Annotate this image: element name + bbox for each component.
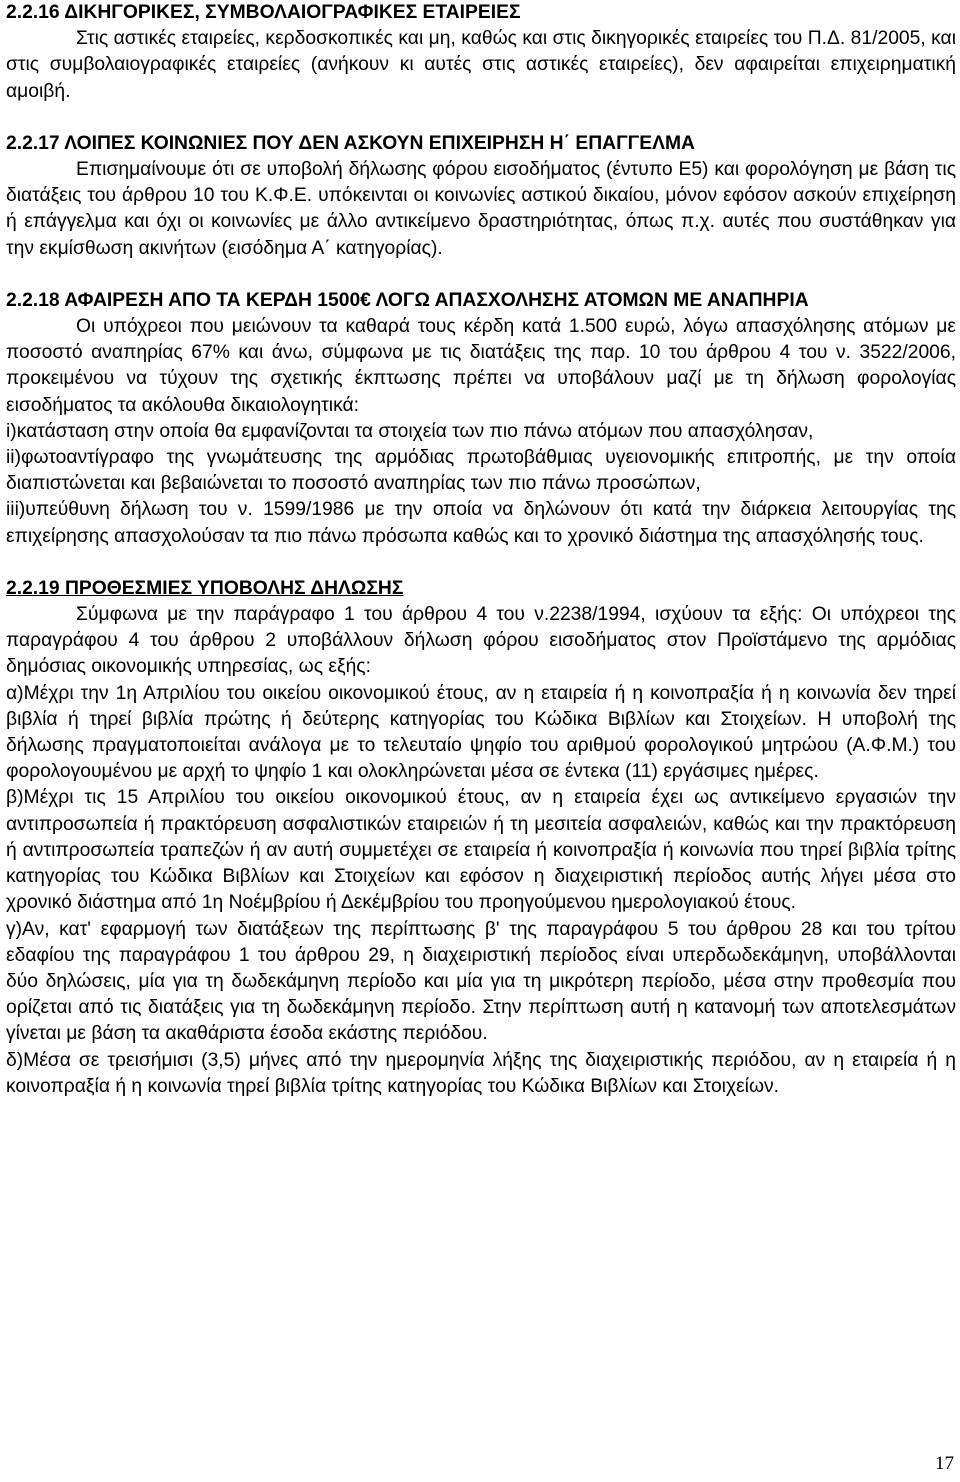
section-heading: 2.2.19 ΠΡΟΘΕΣΜΙΕΣ ΥΠΟΒΟΛΗΣ ΔΗΛΩΣΗΣ: [6, 577, 404, 599]
paragraph: Σύμφωνα με την παράγραφο 1 του άρθρου 4 του ν.2238/1994, ισχύουν τα εξής: Οι υπόχρεοι της παραγράφου 4 του άρθρου 2 υποβάλλουν δήλωση φόρου εισοδήματος στον Προϊστάμενο της αρμόδιας δημόσιας οικονομικής υπηρεσίας, ως εξής:: [6, 604, 956, 678]
paragraph: Επισημαίνουμε ότι σε υποβολή δήλωσης φόρου εισοδήματος (έντυπο Ε5) και φορολόγηση με βάση τις διατάξεις του άρθρου 10 του Κ.Φ.Ε. υπόκεινται οι κοινωνίες αστικού δικαίου, μόνον εφόσον ασκούν επιχείρηση ή επάγγελμα και όχι οι κοινωνίες με άλλο αντικείμενο δραστηριότητας, όπως π.χ. αυτές που συστάθηκαν για την εκμίσθωση ακινήτων (εισόδημα Α΄ κατηγορίας).: [6, 159, 956, 259]
list-item: i)κατάσταση στην οποία θα εμφανίζονται τα στοιχεία των πιο πάνω ατόμων που απασχόλησαν,: [6, 420, 814, 442]
list-item: α)Μέχρι την 1η Απριλίου του οικείου οικονομικού έτους, αν η εταιρεία ή η κοινοπραξία ή η κοινωνία δεν τηρεί βιβλία ή τηρεί βιβλία πρώτης ή δεύτερης κατηγορίας του Κώδικα Βιβλίων και Στοιχείων. Η υποβολή της δήλωσης πραγματοποιείται ανάλογα με το τελευταίο ψηφίο του αριθμού φορολογικού μητρώου (Α.Φ.Μ.) του φορολογουμένου με αρχή το ψηφίο 1 και ολοκληρώνεται μέσα σε έντεκα (11) εργάσιμες ημέρες.: [6, 682, 956, 783]
document-body: [6, 0, 956, 1100]
section-heading: 2.2.17 ΛΟΙΠΕΣ ΚΟΙΝΩΝΙΕΣ ΠΟΥ ΔΕΝ ΑΣΚΟΥΝ ΕΠΙΧΕΙΡΗΣΗ Η΄ ΕΠΑΓΓΕΛΜΑ: [6, 132, 695, 154]
list-item: iii)υπεύθυνη δήλωση του ν. 1599/1986 με την οποία να δηλώνουν ότι κατά την διάρκεια λειτουργίας της επιχείρησης απασχολούσαν τα πιο πάνω πρόσωπα καθώς και το χρονικό διάστημα της απασχόλησής τους.: [6, 499, 956, 547]
section-heading: 2.2.18 ΑΦΑΙΡΕΣΗ ΑΠΟ ΤΑ ΚΕΡΔΗ 1500€ ΛΟΓΩ ΑΠΑΣΧΟΛΗΣΗΣ ΑΤΟΜΩΝ ΜΕ ΑΝΑΠΗΡΙΑ: [6, 289, 809, 311]
section-2-2-19: [6, 576, 956, 1100]
section-2-2-16: [6, 0, 956, 105]
list-item: ii)φωτοαντίγραφο της γνωμάτευσης της αρμόδιας πρωτοβάθμιας υγειονομικής επιτροπής, με την οποία διαπιστώνεται και βεβαιώνεται το ποσοστό αναπηρίας των πιο πάνω προσώπων,: [6, 447, 956, 495]
list-item: β)Μέχρι τις 15 Απριλίου του οικείου οικονομικού έτους, αν η εταιρεία έχει ως αντικείμενο εργασιών την αντιπροσωπεία ή πρακτόρευση ασφαλιστικών εταιρειών ή τη μεσιτεία ασφαλειών, καθώς και την πρακτόρευση ή αντιπροσωπεία τραπεζών ή αν αυτή συμμετέχει σε εταιρεία ή κοινοπραξία ή κοινωνία που τηρεί βιβλία τρίτης κατηγορίας του Κώδικα Βιβλίων και Στοιχείων και εφόσον η διαχειριστική περίοδος αυτής λήγει μέσα στο χρονικό διάστημα από 1η Νοέμβρίου ή Δεκέμβρίου του προηγούμενου ημερολογιακού έτους.: [6, 787, 956, 914]
list-item: γ)Αν, κατ' εφαρμογή των διατάξεων της περίπτωσης β' της παραγράφου 5 του άρθρου 28 και του τρίτου εδαφίου της παραγράφου 1 του άρθρου 29, η διαχειριστική περίοδος είναι υπερδωδεκάμηνη, υποβάλλονται δύο δηλώσεις, μία για τη δωδεκάμηνη περίοδο και μία για τη μικρότερη περίοδο, μέσα στην προθεσμία που ορίζεται από τις διατάξεις για τη δωδεκάμηνη περίοδο. Στην περίπτωση αυτή η κατανομή των αποτελεσμάτων γίνεται με βάση τα ακαθάριστα έσοδα εκάστης περιόδου.: [6, 918, 956, 1045]
paragraph: Στις αστικές εταιρείες, κερδοσκοπικές και μη, καθώς και στις δικηγορικές εταιρείες του Π.Δ. 81/2005, και στις συμβολαιογραφικές εταιρείες (ανήκουν κι αυτές στις αστικές εταιρείες), δεν αφαιρείται επιχειρηματική αμοιβή.: [6, 28, 956, 102]
section-2-2-17: [6, 131, 956, 262]
paragraph: Οι υπόχρεοι που μειώνουν τα καθαρά τους κέρδη κατά 1.500 ευρώ, λόγω απασχόλησης ατόμων με ποσοστό αναπηρίας 67% και άνω, σύμφωνα με τις διατάξεις της παρ. 10 του άρθρου 4 του ν. 3522/2006, προκειμένου να τύχουν της σχετικής έκπτωσης πρέπει να υποβάλουν μαζί με τη δήλωση φορολογίας εισοδήματος τα ακόλουθα δικαιολογητικά:: [6, 316, 956, 416]
page-number: 17: [935, 1453, 954, 1474]
section-heading: 2.2.16 ΔΙΚΗΓΟΡΙΚΕΣ, ΣΥΜΒΟΛΑΙΟΓΡΑΦΙΚΕΣ ΕΤΑΙΡΕΙΕΣ: [6, 2, 521, 23]
list-item: δ)Μέσα σε τρεισήμισι (3,5) μήνες από την ημερομηνία λήξης της διαχειριστικής περιόδου, αν η εταιρεία ή η κοινοπραξία ή η κοινωνία τηρεί βιβλία τρίτης κατηγορίας του Κώδικα Βιβλίων και Στοιχείων.: [6, 1049, 956, 1097]
section-2-2-18: [6, 288, 956, 550]
